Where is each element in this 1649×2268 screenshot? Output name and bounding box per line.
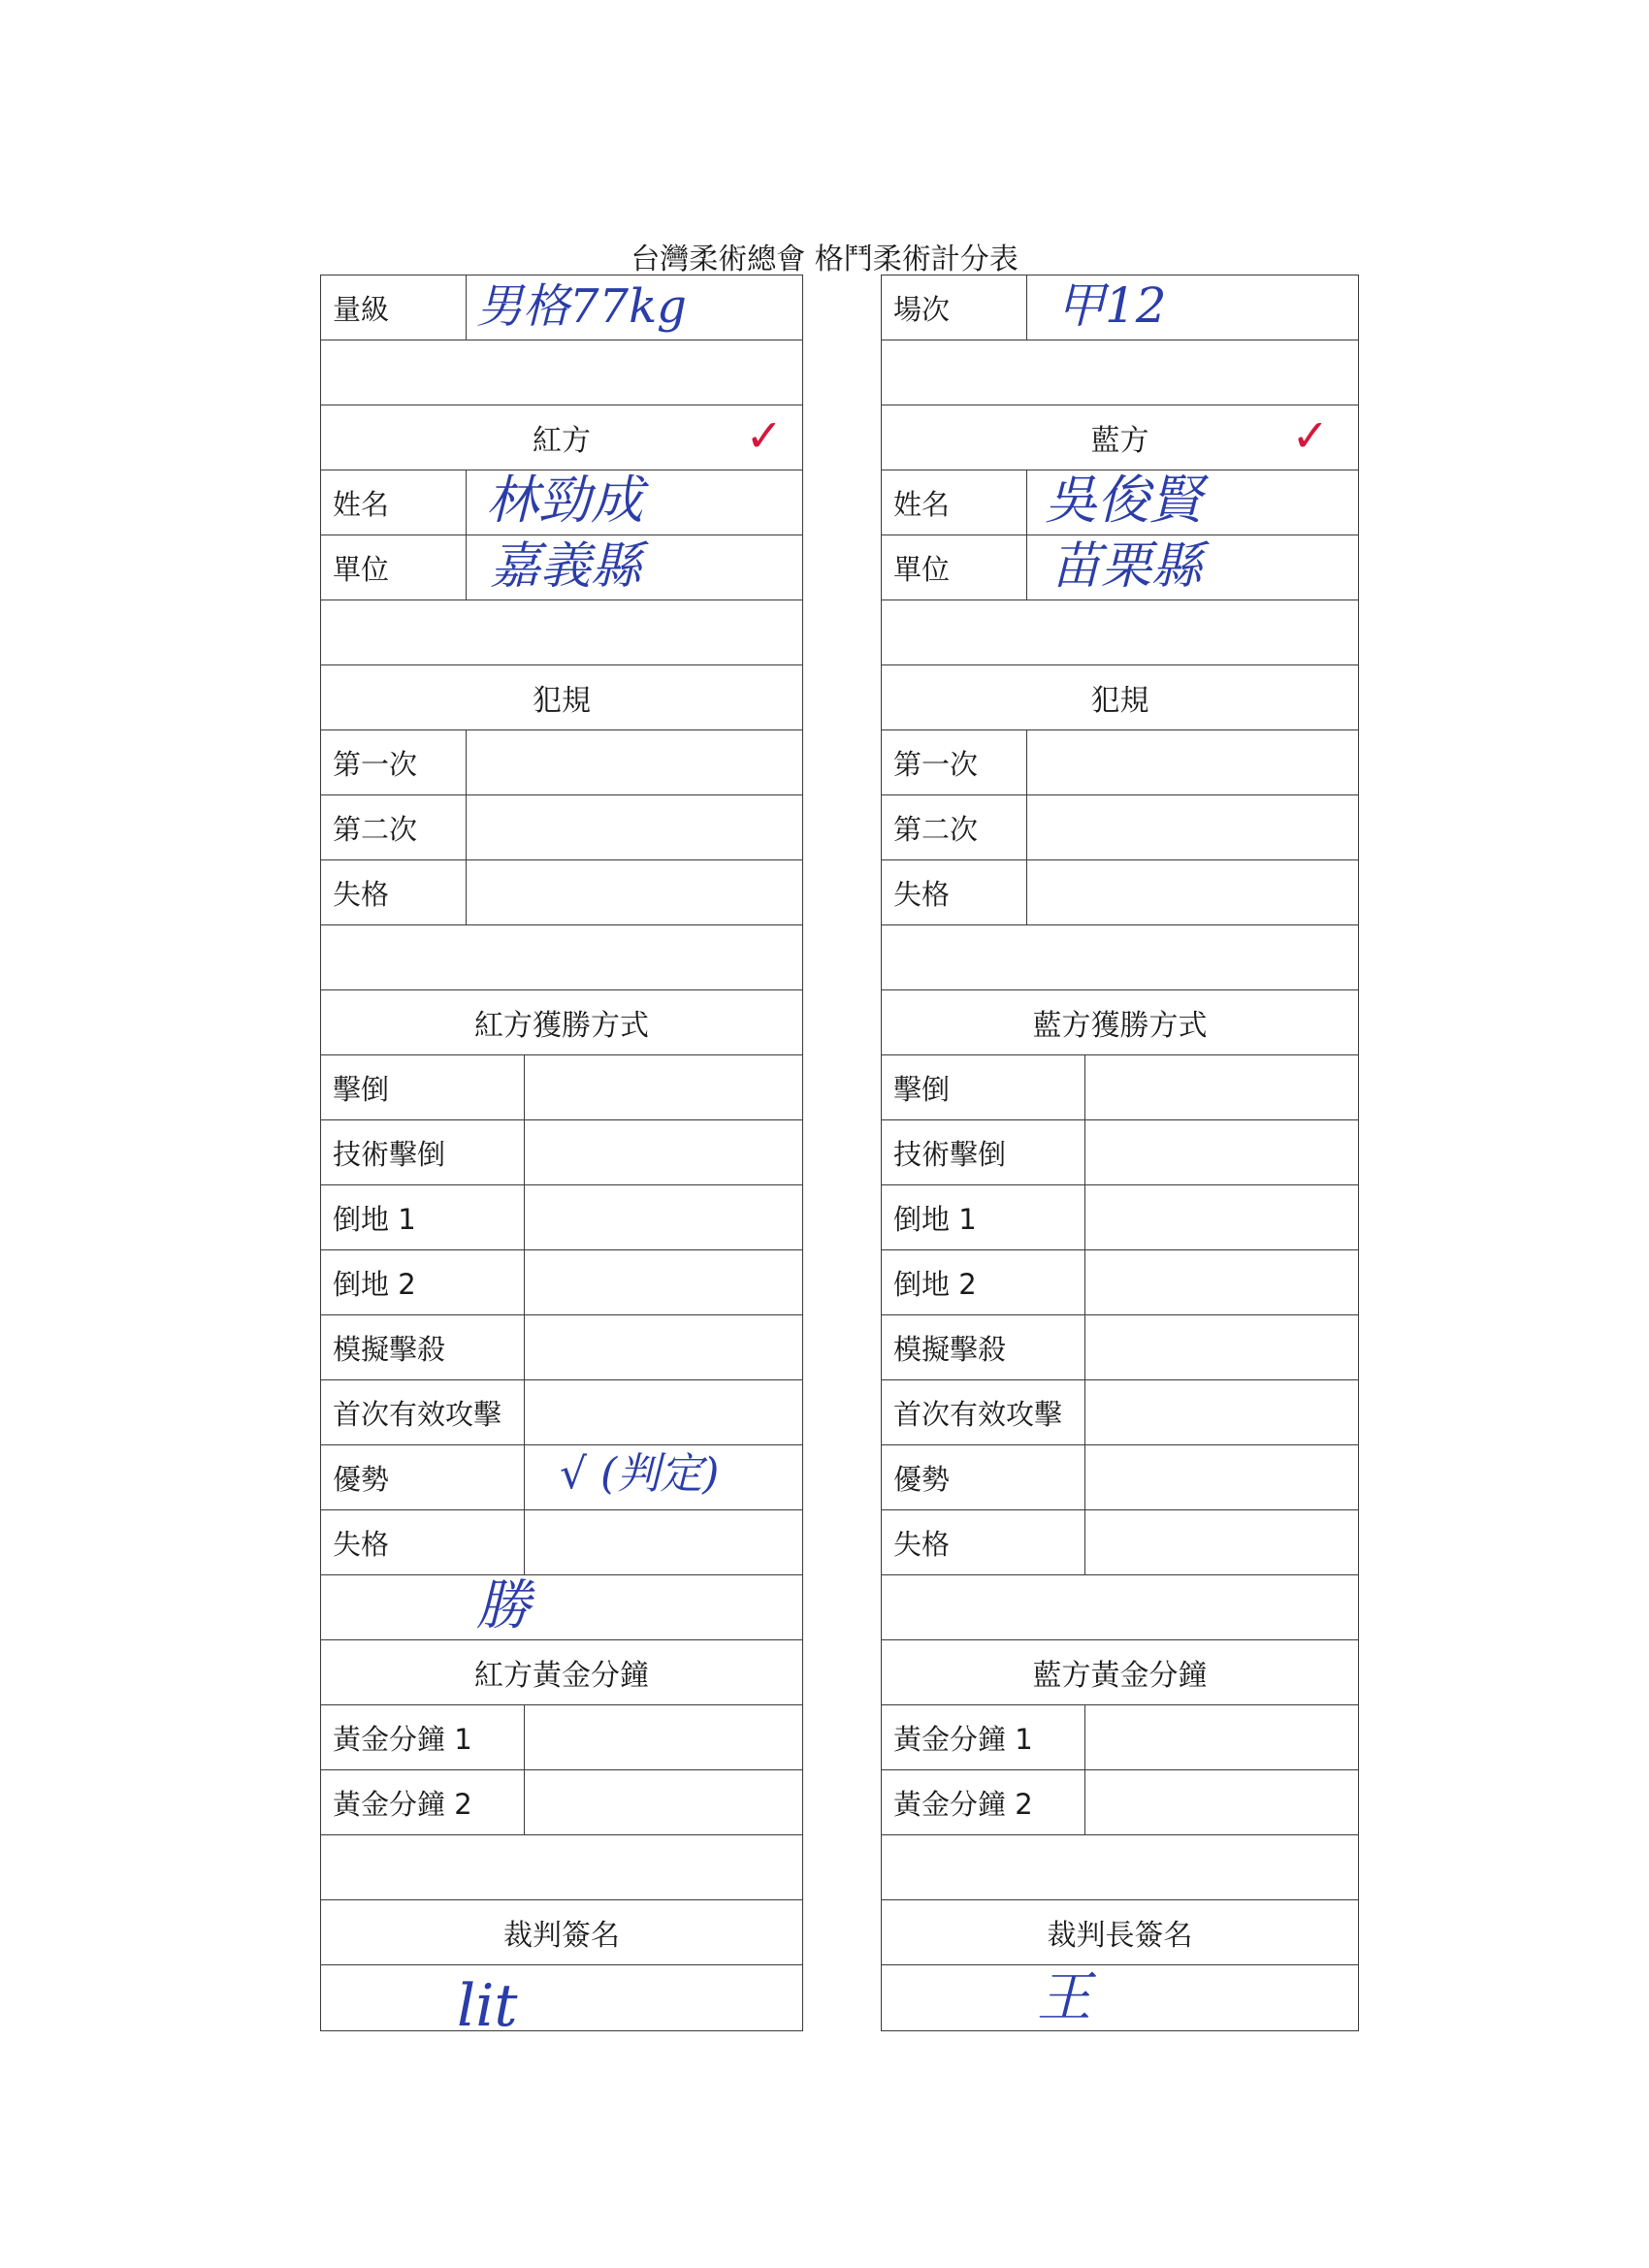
- red-name-value: 林勁成: [486, 470, 643, 531]
- bout-row: [882, 275, 1358, 340]
- blank-row: [882, 340, 1358, 405]
- method-takedown2-field[interactable]: [1085, 1250, 1358, 1314]
- result-note: 勝: [476, 1574, 531, 1637]
- method-disqualify-label: 失格: [321, 1510, 525, 1574]
- method-disqualify-label: 失格: [882, 1510, 1085, 1574]
- golden1-label: 黃金分鐘 1: [882, 1705, 1085, 1769]
- foul-second-label: 第二次: [321, 795, 467, 859]
- red-side-label: 紅方: [533, 424, 591, 458]
- weight-value: 男格77kg: [476, 279, 687, 334]
- result-row: [321, 1575, 802, 1640]
- blue-name-row: [882, 470, 1358, 535]
- method-tko-field[interactable]: [525, 1120, 802, 1184]
- name-label: 姓名: [321, 470, 467, 535]
- method-tko-field[interactable]: [1085, 1120, 1358, 1184]
- win-header-label: 紅方獲勝方式: [474, 1009, 649, 1043]
- method-disqualify-field[interactable]: [525, 1510, 802, 1574]
- method-knockout-field[interactable]: [1085, 1055, 1358, 1119]
- blue-unit-value: 苗栗縣: [1051, 537, 1203, 596]
- blue-side-header: [882, 405, 1358, 470]
- foul-disqualify-field[interactable]: [467, 860, 802, 924]
- win-header-label: 藍方獲勝方式: [1032, 1009, 1208, 1043]
- blank-row: [882, 600, 1358, 665]
- blank-row: [321, 340, 802, 405]
- weight-label: 量級: [321, 275, 467, 340]
- golden-header-label: 藍方黃金分鐘: [1032, 1659, 1208, 1693]
- method-advantage-label: 優勢: [321, 1445, 525, 1509]
- foul-header-label: 犯規: [1090, 684, 1149, 718]
- blank-row: [882, 1835, 1358, 1900]
- name-field[interactable]: [1027, 470, 1358, 535]
- foul-disqualify-field[interactable]: [1027, 860, 1358, 924]
- name-label: 姓名: [882, 470, 1027, 535]
- chief-referee-sign-field[interactable]: [882, 1965, 1358, 2030]
- method-takedown1-field[interactable]: [1085, 1185, 1358, 1249]
- referee-sign-header: [321, 1900, 802, 1965]
- chief-referee-signature: 王: [1037, 1966, 1091, 2029]
- result-field[interactable]: [321, 1575, 802, 1639]
- method-takedown2-label: 倒地 2: [321, 1250, 525, 1314]
- referee-sign-field[interactable]: [321, 1965, 802, 2040]
- golden1-label: 黃金分鐘 1: [321, 1705, 525, 1769]
- golden-header: [882, 1640, 1358, 1705]
- foul-header: [321, 665, 802, 730]
- name-field[interactable]: [467, 470, 802, 535]
- method-knockout-label: 擊倒: [321, 1055, 525, 1119]
- chief-referee-sign-row: [882, 1965, 1358, 2030]
- sheet-title: 台灣柔術總會 格鬥柔術計分表: [630, 243, 1018, 276]
- foul-second-label: 第二次: [882, 795, 1027, 859]
- method-tko-label: 技術擊倒: [321, 1120, 525, 1184]
- golden1-field[interactable]: [1085, 1705, 1358, 1769]
- unit-field[interactable]: [1027, 535, 1358, 599]
- method-knockout-field[interactable]: [525, 1055, 802, 1119]
- checkmark-icon: ✓: [745, 409, 783, 462]
- method-takedown1-label: 倒地 1: [321, 1185, 525, 1249]
- golden-header-label: 紅方黃金分鐘: [474, 1659, 649, 1693]
- golden-header: [321, 1640, 802, 1705]
- unit-label: 單位: [321, 535, 467, 599]
- blank-row: [882, 925, 1358, 990]
- result-row: [882, 1575, 1358, 1640]
- golden2-field[interactable]: [1085, 1770, 1358, 1834]
- method-first-strike-label: 首次有效攻擊: [882, 1380, 1085, 1444]
- blank-row: [321, 600, 802, 665]
- method-simulated-kill-field[interactable]: [1085, 1315, 1358, 1379]
- method-knockout-label: 擊倒: [882, 1055, 1085, 1119]
- method-advantage-label: 優勢: [882, 1445, 1085, 1509]
- method-first-strike-field[interactable]: [1085, 1380, 1358, 1444]
- chief-referee-sign-label: 裁判長簽名: [1047, 1919, 1193, 1953]
- bout-field[interactable]: [1027, 275, 1358, 340]
- checkmark-icon: ✓: [1291, 409, 1329, 462]
- method-takedown1-label: 倒地 1: [882, 1185, 1085, 1249]
- red-name-row: [321, 470, 802, 535]
- bout-value: 甲12: [1056, 277, 1167, 334]
- method-first-strike-field[interactable]: [525, 1380, 802, 1444]
- foul-second-field[interactable]: [467, 795, 802, 859]
- weight-row: [321, 275, 802, 340]
- foul-first-label: 第一次: [321, 730, 467, 794]
- foul-disqualify-label: 失格: [321, 860, 467, 924]
- red-unit-row: [321, 535, 802, 600]
- blue-unit-row: [882, 535, 1358, 600]
- method-first-strike-label: 首次有效攻擊: [321, 1380, 525, 1444]
- referee-sign-label: 裁判簽名: [503, 1919, 620, 1953]
- foul-disqualify-label: 失格: [882, 860, 1027, 924]
- bout-label: 場次: [882, 275, 1027, 340]
- foul-header-label: 犯規: [533, 684, 591, 718]
- blank-row: [321, 925, 802, 990]
- foul-first-field[interactable]: [1027, 730, 1358, 794]
- blue-corner-column: [881, 275, 1359, 2031]
- referee-sign-row: [321, 1965, 802, 2040]
- referee-signature: lit: [457, 1972, 518, 2040]
- chief-referee-sign-header: [882, 1900, 1358, 1965]
- method-takedown2-field[interactable]: [525, 1250, 802, 1314]
- win-method-header: [321, 990, 802, 1055]
- foul-first-field[interactable]: [467, 730, 802, 794]
- golden1-field[interactable]: [525, 1705, 802, 1769]
- method-simulated-kill-label: 模擬擊殺: [321, 1315, 525, 1379]
- blue-name-value: 吳俊賢: [1045, 470, 1202, 531]
- method-advantage-field[interactable]: [525, 1445, 802, 1509]
- red-unit-value: 嘉義縣: [490, 537, 642, 596]
- result-field[interactable]: [882, 1575, 1358, 1639]
- method-simulated-kill-field[interactable]: [525, 1315, 802, 1379]
- weight-field[interactable]: [467, 275, 802, 340]
- blue-side-label: 藍方: [1090, 424, 1149, 458]
- blank-row: [321, 1835, 802, 1900]
- method-simulated-kill-label: 模擬擊殺: [882, 1315, 1085, 1379]
- method-takedown1-field[interactable]: [525, 1185, 802, 1249]
- method-disqualify-field[interactable]: [1085, 1510, 1358, 1574]
- method-tko-label: 技術擊倒: [882, 1120, 1085, 1184]
- method-takedown2-label: 倒地 2: [882, 1250, 1085, 1314]
- method-advantage-field[interactable]: [1085, 1445, 1358, 1509]
- win-method-header: [882, 990, 1358, 1055]
- golden2-label: 黃金分鐘 2: [321, 1770, 525, 1834]
- golden2-field[interactable]: [525, 1770, 802, 1834]
- foul-header: [882, 665, 1358, 730]
- unit-label: 單位: [882, 535, 1027, 599]
- advantage-note: √ (判定): [560, 1449, 720, 1499]
- red-corner-column: [320, 275, 803, 2040]
- unit-field[interactable]: [467, 535, 802, 599]
- red-side-header: [321, 405, 802, 470]
- golden2-label: 黃金分鐘 2: [882, 1770, 1085, 1834]
- foul-first-label: 第一次: [882, 730, 1027, 794]
- foul-second-field[interactable]: [1027, 795, 1358, 859]
